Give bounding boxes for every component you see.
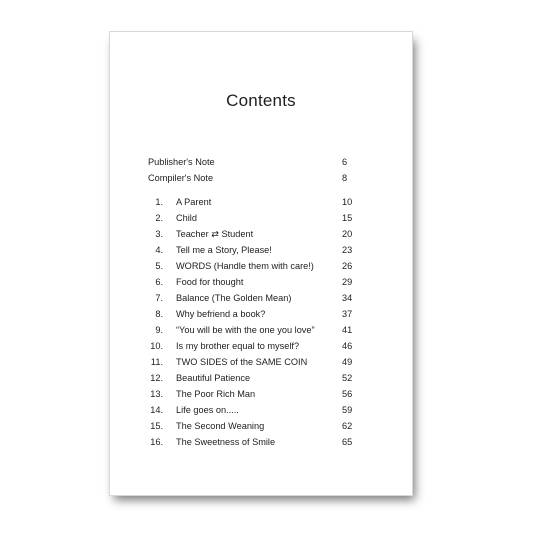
chapter-number: 2. xyxy=(155,213,163,223)
chapter-title: TWO SIDES of the SAME COIN xyxy=(176,357,308,367)
chapter-title: “You will be with the one you love” xyxy=(176,325,315,335)
front-matter-row xyxy=(110,171,412,185)
toc-entry xyxy=(110,371,412,385)
chapter-title: Beautiful Patience xyxy=(176,373,251,383)
chapter-number: 4. xyxy=(155,245,163,255)
chapter-title: The Poor Rich Man xyxy=(176,389,256,399)
page-number: 49 xyxy=(342,357,353,367)
toc-entry xyxy=(110,435,412,449)
toc-entry xyxy=(110,243,412,257)
chapter-number: 16. xyxy=(150,437,163,447)
page-number: 26 xyxy=(342,261,353,271)
toc-entry xyxy=(110,275,412,289)
toc-entry xyxy=(110,195,412,209)
toc-entry xyxy=(110,307,412,321)
chapter-title: Tell me a Story, Please! xyxy=(176,245,272,255)
page-number: 20 xyxy=(342,229,353,239)
chapter-number: 15. xyxy=(150,421,163,431)
chapter-title: Why befriend a book? xyxy=(176,309,266,319)
page-number: 46 xyxy=(342,341,353,351)
chapter-title: WORDS (Handle them with care!) xyxy=(176,261,314,271)
page-number: 34 xyxy=(342,293,353,303)
toc-entry xyxy=(110,403,412,417)
chapter-number: 10. xyxy=(150,341,163,351)
page-number: 65 xyxy=(342,437,353,447)
chapter-number: 11. xyxy=(150,357,163,367)
page-title: Contents xyxy=(226,91,296,110)
page-number: 52 xyxy=(342,373,353,383)
page-number: 29 xyxy=(342,277,353,287)
chapter-title: Balance (The Golden Mean) xyxy=(176,293,292,303)
chapter-number: 12. xyxy=(150,373,163,383)
toc-entry xyxy=(110,419,412,433)
toc-entry xyxy=(110,291,412,305)
chapter-number: 3. xyxy=(155,229,163,239)
toc-entry xyxy=(110,227,412,241)
chapter-number: 7. xyxy=(155,293,163,303)
book-page xyxy=(109,31,413,496)
toc-entry xyxy=(110,323,412,337)
front-matter-label: Compiler's Note xyxy=(148,173,214,183)
toc-entry xyxy=(110,339,412,353)
chapter-number: 1. xyxy=(155,197,163,207)
chapter-title: Life goes on..... xyxy=(176,405,239,415)
toc-entry xyxy=(110,387,412,401)
chapter-title: Is my brother equal to myself? xyxy=(176,341,300,351)
front-matter-row xyxy=(110,155,412,169)
toc-entry xyxy=(110,211,412,225)
chapter-number: 5. xyxy=(155,261,163,271)
front-matter-label: Publisher's Note xyxy=(148,157,215,167)
toc-entry xyxy=(110,355,412,369)
page-number: 15 xyxy=(342,213,353,223)
page-number: 56 xyxy=(342,389,353,399)
page-number: 23 xyxy=(342,245,353,255)
page-number: 37 xyxy=(342,309,353,319)
chapter-title: The Sweetness of Smile xyxy=(176,437,276,447)
chapter-title: Teacher ⇄ Student xyxy=(176,229,254,239)
page-number: 10 xyxy=(342,197,353,207)
chapter-title: Food for thought xyxy=(176,277,244,287)
page-number: 8 xyxy=(342,173,348,183)
chapter-number: 9. xyxy=(155,325,163,335)
chapter-number: 14. xyxy=(150,405,163,415)
page-number: 59 xyxy=(342,405,353,415)
chapter-title: A Parent xyxy=(176,197,212,207)
chapter-number: 6. xyxy=(155,277,163,287)
page-number: 62 xyxy=(342,421,353,431)
page-number: 41 xyxy=(342,325,353,335)
chapter-number: 8. xyxy=(155,309,163,319)
chapter-title: Child xyxy=(176,213,197,223)
toc-entry xyxy=(110,259,412,273)
chapter-number: 13. xyxy=(150,389,163,399)
chapter-title: The Second Weaning xyxy=(176,421,265,431)
page-number: 6 xyxy=(342,157,348,167)
